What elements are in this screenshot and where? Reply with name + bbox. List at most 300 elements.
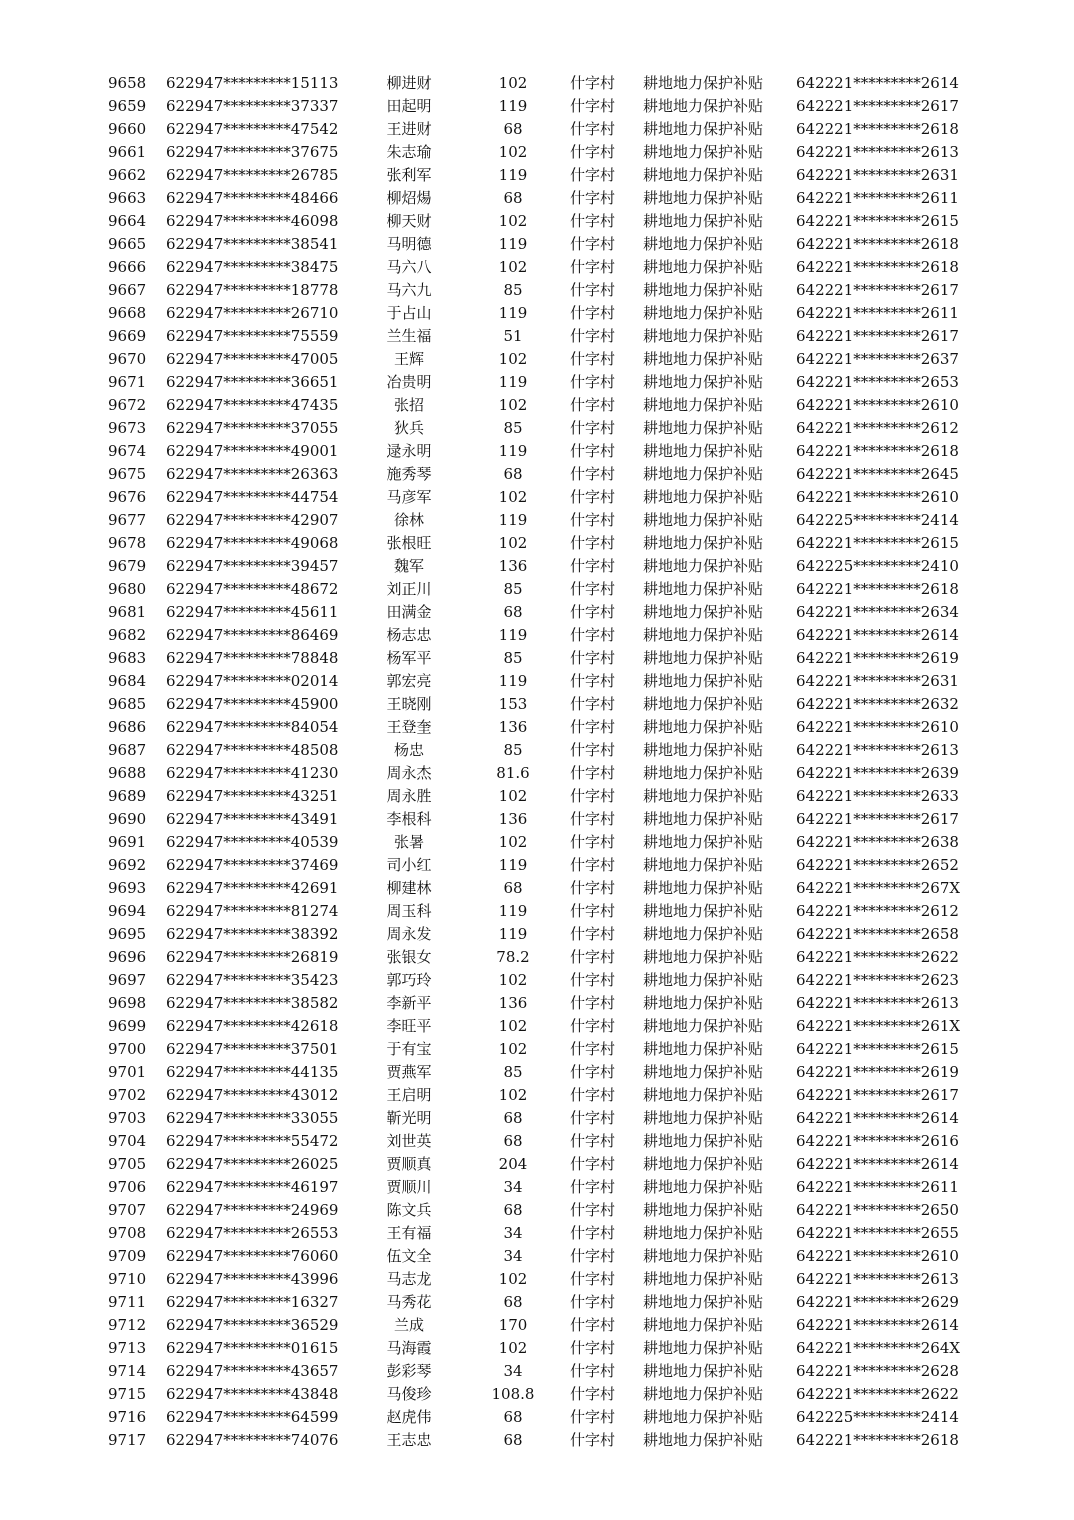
person-name: 柳建林 <box>386 879 432 897</box>
id-number: 642221*********2617 <box>796 810 959 828</box>
table-row <box>0 348 1074 371</box>
subsidy-amount: 119 <box>498 672 528 690</box>
account-number: 622947*********38475 <box>166 258 339 276</box>
id-number: 642221*********2615 <box>796 534 959 552</box>
village-name: 什字村 <box>570 971 616 989</box>
person-name: 伍文全 <box>386 1247 432 1265</box>
account-number: 622947*********02014 <box>166 672 339 690</box>
village-name: 什字村 <box>570 304 616 322</box>
account-number: 622947*********76060 <box>166 1247 339 1265</box>
table-row <box>0 302 1074 325</box>
subsidy-type: 耕地地力保护补贴 <box>643 1155 764 1173</box>
id-number: 642221*********2637 <box>796 350 959 368</box>
id-number: 642225*********2410 <box>796 557 959 575</box>
account-number: 622947*********55472 <box>166 1132 339 1150</box>
village-name: 什字村 <box>570 879 616 897</box>
row-number: 9676 <box>108 488 147 506</box>
id-number: 642221*********2614 <box>796 1109 959 1127</box>
row-number: 9704 <box>108 1132 147 1150</box>
id-number: 642221*********2613 <box>796 994 959 1012</box>
table-row <box>0 1222 1074 1245</box>
id-number: 642221*********2658 <box>796 925 959 943</box>
table-row <box>0 1153 1074 1176</box>
village-name: 什字村 <box>570 856 616 874</box>
table-row <box>0 601 1074 624</box>
village-name: 什字村 <box>570 902 616 920</box>
table-row <box>0 509 1074 532</box>
subsidy-type: 耕地地力保护补贴 <box>643 143 764 161</box>
subsidy-type: 耕地地力保护补贴 <box>643 350 764 368</box>
account-number: 622947*********41230 <box>166 764 339 782</box>
table-row <box>0 394 1074 417</box>
subsidy-type: 耕地地力保护补贴 <box>643 1017 764 1035</box>
table-row <box>0 532 1074 555</box>
village-name: 什字村 <box>570 695 616 713</box>
subsidy-amount: 68 <box>503 120 523 138</box>
subsidy-type: 耕地地力保护补贴 <box>643 189 764 207</box>
account-number: 622947*********78848 <box>166 649 339 667</box>
id-number: 642221*********261X <box>796 1017 961 1035</box>
subsidy-amount: 34 <box>503 1247 523 1265</box>
account-number: 622947*********75559 <box>166 327 339 345</box>
account-number: 622947*********26785 <box>166 166 339 184</box>
table-row <box>0 256 1074 279</box>
subsidy-amount: 68 <box>503 879 523 897</box>
person-name: 刘正川 <box>386 580 432 598</box>
table-row <box>0 1015 1074 1038</box>
subsidy-amount: 68 <box>503 1109 523 1127</box>
village-name: 什字村 <box>570 1362 616 1380</box>
table-row <box>0 371 1074 394</box>
id-number: 642221*********2611 <box>796 1178 959 1196</box>
account-number: 622947*********43491 <box>166 810 339 828</box>
account-number: 622947*********26819 <box>166 948 339 966</box>
subsidy-amount: 170 <box>498 1316 528 1334</box>
village-name: 什字村 <box>570 1270 616 1288</box>
subsidy-type: 耕地地力保护补贴 <box>643 994 764 1012</box>
subsidy-type: 耕地地力保护补贴 <box>643 948 764 966</box>
subsidy-amount: 68 <box>503 1431 523 1449</box>
account-number: 622947*********15113 <box>166 74 339 92</box>
account-number: 622947*********48466 <box>166 189 339 207</box>
row-number: 9687 <box>108 741 147 759</box>
person-name: 贾顺真 <box>386 1155 432 1173</box>
account-number: 622947*********37469 <box>166 856 339 874</box>
id-number: 642221*********2645 <box>796 465 959 483</box>
row-number: 9713 <box>108 1339 147 1357</box>
account-number: 622947*********35423 <box>166 971 339 989</box>
village-name: 什字村 <box>570 718 616 736</box>
subsidy-type: 耕地地力保护补贴 <box>643 1339 764 1357</box>
person-name: 刘世英 <box>386 1132 432 1150</box>
id-number: 642221*********2653 <box>796 373 959 391</box>
subsidy-amount: 119 <box>498 902 528 920</box>
id-number: 642221*********2650 <box>796 1201 959 1219</box>
person-name: 赵虎伟 <box>386 1408 432 1426</box>
village-name: 什字村 <box>570 1040 616 1058</box>
subsidy-amount: 136 <box>498 557 528 575</box>
subsidy-amount: 119 <box>498 235 528 253</box>
subsidy-type: 耕地地力保护补贴 <box>643 810 764 828</box>
person-name: 贾顺川 <box>386 1178 432 1196</box>
row-number: 9717 <box>108 1431 147 1449</box>
id-number: 642221*********2618 <box>796 120 959 138</box>
subsidy-type: 耕地地力保护补贴 <box>643 212 764 230</box>
subsidy-amount: 102 <box>498 833 528 851</box>
subsidy-type: 耕地地力保护补贴 <box>643 603 764 621</box>
row-number: 9699 <box>108 1017 147 1035</box>
subsidy-type: 耕地地力保护补贴 <box>643 879 764 897</box>
account-number: 622947*********46098 <box>166 212 339 230</box>
subsidy-type: 耕地地力保护补贴 <box>643 787 764 805</box>
village-name: 什字村 <box>570 580 616 598</box>
village-name: 什字村 <box>570 1224 616 1242</box>
id-number: 642221*********2611 <box>796 304 959 322</box>
table-row <box>0 417 1074 440</box>
id-number: 642221*********2610 <box>796 718 959 736</box>
id-number: 642221*********2655 <box>796 1224 959 1242</box>
person-name: 靳光明 <box>386 1109 432 1127</box>
account-number: 622947*********33055 <box>166 1109 339 1127</box>
subsidy-amount: 102 <box>498 1339 528 1357</box>
id-number: 642221*********2617 <box>796 327 959 345</box>
table-row <box>0 1199 1074 1222</box>
account-number: 622947*********16327 <box>166 1293 339 1311</box>
table-row <box>0 279 1074 302</box>
row-number: 9686 <box>108 718 147 736</box>
table-row <box>0 1383 1074 1406</box>
person-name: 朱志瑜 <box>386 143 432 161</box>
subsidy-amount: 68 <box>503 465 523 483</box>
row-number: 9714 <box>108 1362 147 1380</box>
id-number: 642221*********267X <box>796 879 961 897</box>
account-number: 622947*********42691 <box>166 879 339 897</box>
person-name: 贾燕军 <box>386 1063 432 1081</box>
village-name: 什字村 <box>570 948 616 966</box>
id-number: 642221*********2617 <box>796 97 959 115</box>
person-name: 杨志忠 <box>386 626 432 644</box>
account-number: 622947*********01615 <box>166 1339 339 1357</box>
row-number: 9696 <box>108 948 147 966</box>
subsidy-amount: 68 <box>503 1293 523 1311</box>
id-number: 642221*********2618 <box>796 258 959 276</box>
account-number: 622947*********84054 <box>166 718 339 736</box>
row-number: 9670 <box>108 350 147 368</box>
row-number: 9689 <box>108 787 147 805</box>
subsidy-amount: 119 <box>498 626 528 644</box>
table-row <box>0 72 1074 95</box>
subsidy-type: 耕地地力保护补贴 <box>643 695 764 713</box>
subsidy-amount: 108.8 <box>491 1385 535 1403</box>
person-name: 田满金 <box>386 603 432 621</box>
table-row <box>0 624 1074 647</box>
id-number: 642225*********2414 <box>796 1408 959 1426</box>
village-name: 什字村 <box>570 189 616 207</box>
row-number: 9688 <box>108 764 147 782</box>
id-number: 642221*********2618 <box>796 235 959 253</box>
id-number: 642221*********2622 <box>796 1385 959 1403</box>
table-row <box>0 854 1074 877</box>
subsidy-amount: 136 <box>498 810 528 828</box>
person-name: 张银女 <box>386 948 432 966</box>
id-number: 642221*********2652 <box>796 856 959 874</box>
row-number: 9680 <box>108 580 147 598</box>
row-number: 9697 <box>108 971 147 989</box>
subsidy-type: 耕地地力保护补贴 <box>643 281 764 299</box>
id-number: 642221*********2639 <box>796 764 959 782</box>
id-number: 642221*********2622 <box>796 948 959 966</box>
village-name: 什字村 <box>570 833 616 851</box>
table-row <box>0 95 1074 118</box>
person-name: 周永发 <box>386 925 432 943</box>
id-number: 642221*********2614 <box>796 74 959 92</box>
row-number: 9709 <box>108 1247 147 1265</box>
person-name: 柳天财 <box>386 212 432 230</box>
account-number: 622947*********81274 <box>166 902 339 920</box>
id-number: 642221*********2633 <box>796 787 959 805</box>
village-name: 什字村 <box>570 994 616 1012</box>
account-number: 622947*********37055 <box>166 419 339 437</box>
subsidy-amount: 102 <box>498 258 528 276</box>
id-number: 642221*********2615 <box>796 1040 959 1058</box>
person-name: 兰生福 <box>386 327 432 345</box>
table-row <box>0 1130 1074 1153</box>
id-number: 642221*********2610 <box>796 488 959 506</box>
account-number: 622947*********45611 <box>166 603 339 621</box>
subsidy-amount: 102 <box>498 1040 528 1058</box>
subsidy-type: 耕地地力保护补贴 <box>643 1086 764 1104</box>
village-name: 什字村 <box>570 120 616 138</box>
table-row <box>0 1291 1074 1314</box>
person-name: 马俊珍 <box>386 1385 432 1403</box>
subsidy-type: 耕地地力保护补贴 <box>643 1316 764 1334</box>
id-number: 642221*********2617 <box>796 1086 959 1104</box>
account-number: 622947*********64599 <box>166 1408 339 1426</box>
table-row <box>0 1360 1074 1383</box>
table-row <box>0 486 1074 509</box>
table-row <box>0 923 1074 946</box>
subsidy-type: 耕地地力保护补贴 <box>643 396 764 414</box>
row-number: 9684 <box>108 672 147 690</box>
row-number: 9669 <box>108 327 147 345</box>
person-name: 王晓刚 <box>386 695 432 713</box>
row-number: 9668 <box>108 304 147 322</box>
village-name: 什字村 <box>570 1201 616 1219</box>
subsidy-amount: 68 <box>503 1201 523 1219</box>
person-name: 魏军 <box>393 557 424 575</box>
table-row <box>0 693 1074 716</box>
subsidy-type: 耕地地力保护补贴 <box>643 1293 764 1311</box>
row-number: 9703 <box>108 1109 147 1127</box>
row-number: 9707 <box>108 1201 147 1219</box>
subsidy-amount: 102 <box>498 350 528 368</box>
subsidy-type: 耕地地力保护补贴 <box>643 1247 764 1265</box>
person-name: 马海霞 <box>386 1339 432 1357</box>
subsidy-type: 耕地地力保护补贴 <box>643 718 764 736</box>
subsidy-type: 耕地地力保护补贴 <box>643 1201 764 1219</box>
account-number: 622947*********74076 <box>166 1431 339 1449</box>
row-number: 9659 <box>108 97 147 115</box>
table-row <box>0 1084 1074 1107</box>
id-number: 642221*********2623 <box>796 971 959 989</box>
table-row <box>0 164 1074 187</box>
id-number: 642221*********2618 <box>796 1431 959 1449</box>
person-name: 于有宝 <box>386 1040 432 1058</box>
subsidy-type: 耕地地力保护补贴 <box>643 833 764 851</box>
person-name: 杨忠 <box>393 741 424 759</box>
village-name: 什字村 <box>570 534 616 552</box>
row-number: 9671 <box>108 373 147 391</box>
subsidy-amount: 85 <box>503 419 523 437</box>
subsidy-amount: 34 <box>503 1224 523 1242</box>
table-row <box>0 1245 1074 1268</box>
subsidy-type: 耕地地力保护补贴 <box>643 1385 764 1403</box>
subsidy-amount: 85 <box>503 281 523 299</box>
subsidy-amount: 119 <box>498 97 528 115</box>
table-row <box>0 831 1074 854</box>
id-number: 642221*********2631 <box>796 166 959 184</box>
person-name: 周永胜 <box>386 787 432 805</box>
row-number: 9711 <box>108 1293 147 1311</box>
id-number: 642221*********2614 <box>796 626 959 644</box>
subsidy-amount: 85 <box>503 741 523 759</box>
person-name: 王登奎 <box>386 718 432 736</box>
table-row <box>0 877 1074 900</box>
subsidy-amount: 119 <box>498 511 528 529</box>
village-name: 什字村 <box>570 97 616 115</box>
subsidy-amount: 153 <box>498 695 528 713</box>
id-number: 642221*********2613 <box>796 143 959 161</box>
row-number: 9663 <box>108 189 147 207</box>
account-number: 622947*********42907 <box>166 511 339 529</box>
village-name: 什字村 <box>570 925 616 943</box>
row-number: 9673 <box>108 419 147 437</box>
row-number: 9698 <box>108 994 147 1012</box>
village-name: 什字村 <box>570 787 616 805</box>
village-name: 什字村 <box>570 1132 616 1150</box>
subsidy-amount: 119 <box>498 442 528 460</box>
account-number: 622947*********37675 <box>166 143 339 161</box>
person-name: 徐林 <box>393 511 424 529</box>
subsidy-type: 耕地地力保护补贴 <box>643 327 764 345</box>
village-name: 什字村 <box>570 603 616 621</box>
subsidy-type: 耕地地力保护补贴 <box>643 672 764 690</box>
id-number: 642221*********2614 <box>796 1316 959 1334</box>
person-name: 郭宏亮 <box>386 672 432 690</box>
row-number: 9715 <box>108 1385 147 1403</box>
table-row <box>0 325 1074 348</box>
row-number: 9716 <box>108 1408 147 1426</box>
subsidy-type: 耕地地力保护补贴 <box>643 534 764 552</box>
village-name: 什字村 <box>570 350 616 368</box>
account-number: 622947*********37501 <box>166 1040 339 1058</box>
account-number: 622947*********45900 <box>166 695 339 713</box>
row-number: 9681 <box>108 603 147 621</box>
subsidy-type: 耕地地力保护补贴 <box>643 304 764 322</box>
person-name: 马六八 <box>386 258 432 276</box>
table-row <box>0 946 1074 969</box>
subsidy-type: 耕地地力保护补贴 <box>643 488 764 506</box>
subsidy-type: 耕地地力保护补贴 <box>643 258 764 276</box>
row-number: 9695 <box>108 925 147 943</box>
row-number: 9691 <box>108 833 147 851</box>
village-name: 什字村 <box>570 442 616 460</box>
subsidy-type: 耕地地力保护补贴 <box>643 1132 764 1150</box>
account-number: 622947*********39457 <box>166 557 339 575</box>
subsidy-type: 耕地地力保护补贴 <box>643 580 764 598</box>
table-row <box>0 1107 1074 1130</box>
subsidy-amount: 81.6 <box>496 764 530 782</box>
subsidy-type: 耕地地力保护补贴 <box>643 764 764 782</box>
table-row <box>0 463 1074 486</box>
subsidy-amount: 34 <box>503 1178 523 1196</box>
person-name: 杨军平 <box>386 649 432 667</box>
row-number: 9690 <box>108 810 147 828</box>
village-name: 什字村 <box>570 281 616 299</box>
person-name: 马明德 <box>386 235 432 253</box>
account-number: 622947*********18778 <box>166 281 339 299</box>
account-number: 622947*********49001 <box>166 442 339 460</box>
village-name: 什字村 <box>570 626 616 644</box>
village-name: 什字村 <box>570 419 616 437</box>
row-number: 9658 <box>108 74 147 92</box>
subsidy-amount: 85 <box>503 649 523 667</box>
subsidy-amount: 102 <box>498 787 528 805</box>
village-name: 什字村 <box>570 1431 616 1449</box>
subsidy-type: 耕地地力保护补贴 <box>643 235 764 253</box>
village-name: 什字村 <box>570 1178 616 1196</box>
subsidy-type: 耕地地力保护补贴 <box>643 120 764 138</box>
id-number: 642221*********2618 <box>796 442 959 460</box>
table-row <box>0 1314 1074 1337</box>
subsidy-type: 耕地地力保护补贴 <box>643 166 764 184</box>
id-number: 642221*********2610 <box>796 396 959 414</box>
subsidy-type: 耕地地力保护补贴 <box>643 1109 764 1127</box>
row-number: 9661 <box>108 143 147 161</box>
person-name: 张利军 <box>386 166 432 184</box>
account-number: 622947*********37337 <box>166 97 339 115</box>
account-number: 622947*********36651 <box>166 373 339 391</box>
village-name: 什字村 <box>570 649 616 667</box>
id-number: 642221*********2613 <box>796 741 959 759</box>
subsidy-type: 耕地地力保护补贴 <box>643 626 764 644</box>
table-row <box>0 1337 1074 1360</box>
subsidy-amount: 136 <box>498 718 528 736</box>
row-number: 9685 <box>108 695 147 713</box>
row-number: 9705 <box>108 1155 147 1173</box>
village-name: 什字村 <box>570 1408 616 1426</box>
subsidy-table <box>0 72 1074 1452</box>
account-number: 622947*********26025 <box>166 1155 339 1173</box>
account-number: 622947*********49068 <box>166 534 339 552</box>
village-name: 什字村 <box>570 166 616 184</box>
account-number: 622947*********48508 <box>166 741 339 759</box>
account-number: 622947*********43848 <box>166 1385 339 1403</box>
person-name: 周玉科 <box>386 902 432 920</box>
id-number: 642221*********2629 <box>796 1293 959 1311</box>
village-name: 什字村 <box>570 1293 616 1311</box>
subsidy-type: 耕地地力保护补贴 <box>643 557 764 575</box>
person-name: 王辉 <box>393 350 424 368</box>
table-row <box>0 187 1074 210</box>
account-number: 622947*********48672 <box>166 580 339 598</box>
person-name: 郭巧玲 <box>386 971 432 989</box>
subsidy-type: 耕地地力保护补贴 <box>643 1362 764 1380</box>
subsidy-amount: 68 <box>503 1408 523 1426</box>
account-number: 622947*********47435 <box>166 396 339 414</box>
account-number: 622947*********86469 <box>166 626 339 644</box>
village-name: 什字村 <box>570 373 616 391</box>
